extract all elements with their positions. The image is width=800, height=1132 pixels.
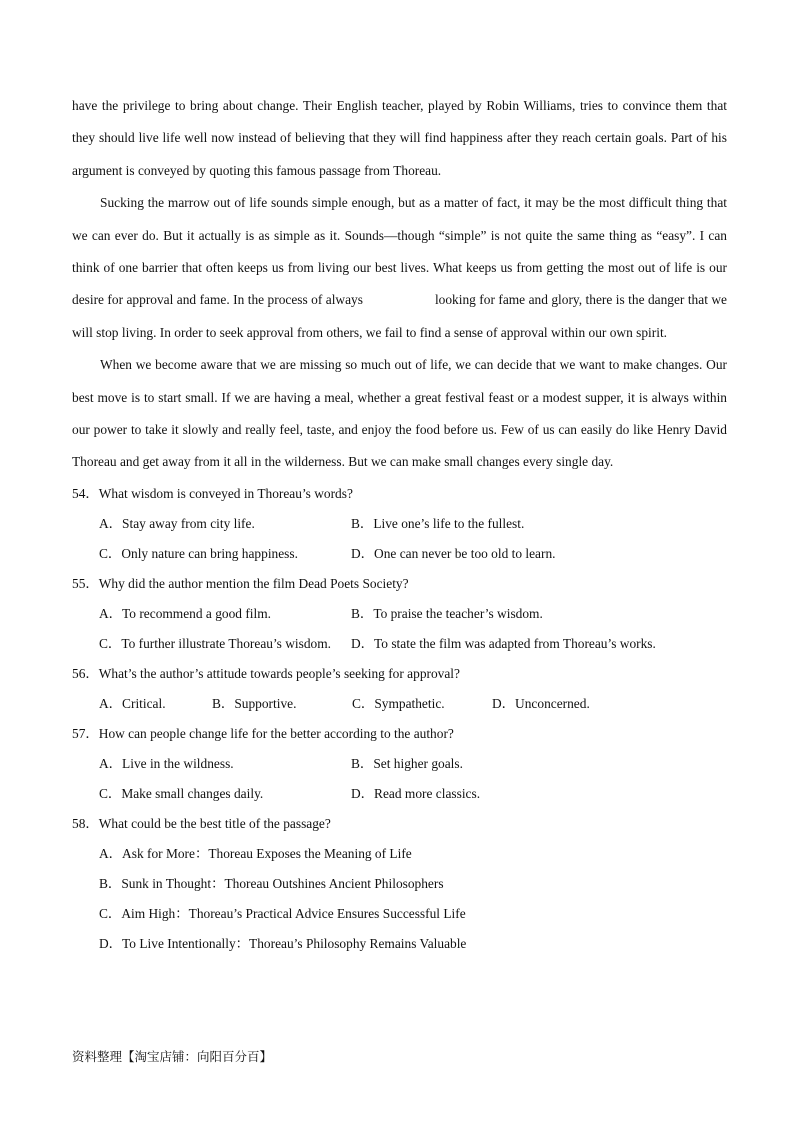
option-55-d: D．To state the film was adapted from Thoreau’s works.	[351, 635, 656, 651]
footer-source-note: 资料整理【淘宝店铺：向阳百分百】	[72, 1049, 273, 1064]
question-54-options-row-2	[72, 539, 727, 569]
option-58-c: C．Aim High：Thoreau’s Practical Advice Ensures Successful Life	[99, 905, 466, 921]
question-58: 58．What could be the best title of the passage?	[72, 815, 331, 831]
question-55-options-row-2	[72, 629, 727, 659]
option-56-c: C．Sympathetic.	[352, 695, 445, 711]
option-57-a: A．Live in the wildness.	[99, 755, 234, 771]
option-57-c: C．Make small changes daily.	[99, 785, 264, 801]
question-57-options-row-2	[72, 779, 727, 809]
option-54-c: C．Only nature can bring happiness.	[99, 545, 298, 561]
option-57-d: D．Read more classics.	[351, 785, 481, 801]
question-56: 56．What’s the author’s attitude towards people’s seeking for approval?	[72, 665, 460, 681]
question-54-options-row-1	[72, 509, 727, 539]
question-55-options-row-1	[72, 599, 727, 629]
option-55-c: C．To further illustrate Thoreau’s wisdom.	[99, 635, 331, 651]
option-55-a: A．To recommend a good film.	[99, 605, 271, 621]
question-57-options-row-1	[72, 749, 727, 779]
option-54-d: D．One can never be too old to learn.	[351, 545, 556, 561]
option-56-a: A．Critical.	[99, 695, 166, 711]
option-58-a: A．Ask for More：Thoreau Exposes the Meaning of Life	[99, 845, 412, 861]
option-54-a: A．Stay away from city life.	[99, 515, 255, 531]
option-56-b: B．Supportive.	[212, 695, 297, 711]
option-58-b: B．Sunk in Thought：Thoreau Outshines Ancient Philosophers	[99, 875, 444, 891]
passage-paragraph-2-part-2: looking for fame and glory, there is the danger that we will stop living. In order to seek approval from others, we fail to find a sense of approval within our own spirit.	[72, 292, 727, 340]
option-57-b: B．Set higher goals.	[351, 755, 463, 771]
option-55-b: B．To praise the teacher’s wisdom.	[351, 605, 543, 621]
question-55: 55．Why did the author mention the film Dead Poets Society?	[72, 575, 409, 591]
question-56-options-row	[72, 689, 727, 719]
passage-paragraph-1: have the privilege to bring about change. Their English teacher, played by Robin Williams, tries to convince them that they should live life well now instead of believing that they will find happiness after they reach certain goals. Part of his argument is conveyed by quoting this famous passage from Thoreau.	[72, 98, 727, 178]
option-54-b: B．Live one’s life to the fullest.	[351, 515, 525, 531]
document-page	[72, 90, 727, 959]
question-54: 54．What wisdom is conveyed in Thoreau’s words?	[72, 485, 353, 501]
question-57: 57．How can people change life for the better according to the author?	[72, 725, 454, 741]
option-56-d: D．Unconcerned.	[492, 695, 590, 711]
passage-paragraph-2	[72, 187, 727, 349]
passage-paragraph-3: When we become aware that we are missing so much out of life, we can decide that we want to make changes. Our best move is to start small. If we are having a meal, whether a great festival feast or a modest supper, it is always within our power to take it slowly and really feel, taste, and enjoy the food before us. Few of us can easily do like Henry David Thoreau and get away from it all in the wilderness. But we can make small changes every single day.	[72, 357, 727, 470]
option-58-d: D．To Live Intentionally：Thoreau’s Philosophy Remains Valuable	[99, 935, 467, 951]
passage-paragraph-2-part-1: Sucking the marrow out of life sounds simple enough, but as a matter of fact, it may be the most difficult thing that we can ever do. But it actually is as simple as it. Sounds—though “simple” is not quite the same thing as “easy”. I can think of one barrier that often keeps us from living our best lives. What keeps us from getting the most out of life is our desire for approval and fame. In the process of always	[72, 195, 727, 308]
